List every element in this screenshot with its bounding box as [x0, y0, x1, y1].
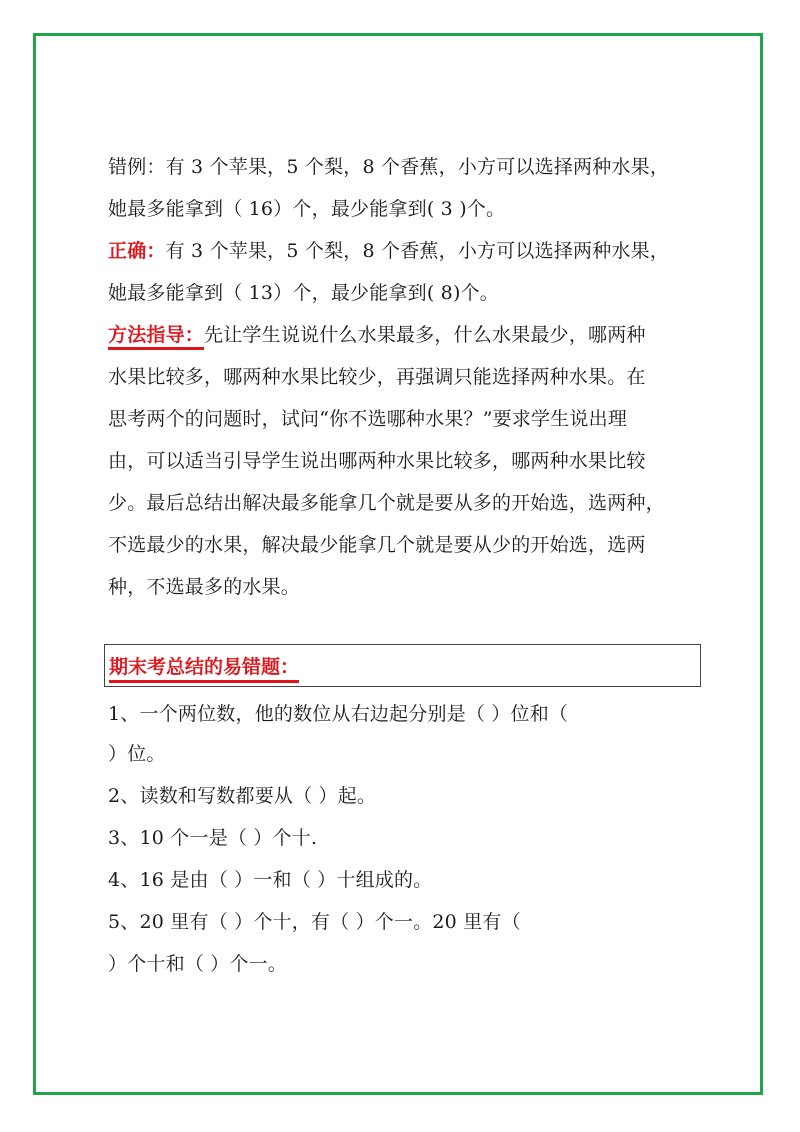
method-line-4: 由，可以适当引导学生说出哪两种水果比较多，哪两种水果比较: [108, 450, 646, 472]
wrong-example-line-1: [108, 155, 669, 179]
correct-line-2: 她最多能拿到（ 13）个，最少能拿到( 8)个。: [108, 282, 499, 304]
correct-label: 正确：: [108, 240, 166, 262]
question-2: 2、读数和写数都要从（ ）起。: [108, 785, 377, 807]
method-text-1: 先让学生说说什么水果最多，什么水果最少，哪两种: [204, 324, 646, 346]
correct-text-1: 有 3 个苹果，5 个梨，8 个香蕉，小方可以选择两种水果，: [165, 240, 670, 262]
section-title: 期末考总结的易错题：: [109, 655, 299, 683]
question-1-line-2: ）位。: [108, 743, 166, 765]
method-line-1: [108, 323, 646, 347]
wrong-example-text-1: 有 3 个苹果，5 个梨，8 个香蕉，小方可以选择两种水果，: [165, 156, 670, 178]
wrong-example-label: 错例：: [108, 156, 166, 178]
question-1-line-1: 1、一个两位数，他的数位从右边起分别是（ ）位和（: [108, 703, 569, 725]
method-line-6: 不选最少的水果，解决最少能拿几个就是要从少的开始选，选两: [108, 534, 646, 556]
correct-line-1: [108, 239, 669, 263]
page-border: [33, 33, 763, 1095]
method-line-2: 水果比较多，哪两种水果比较少，再强调只能选择两种水果。在: [108, 366, 646, 388]
method-line-7: 种，不选最多的水果。: [108, 576, 301, 598]
method-label: 方法指导：: [108, 324, 204, 350]
question-3: 3、10 个一是（ ）个十.: [108, 827, 318, 849]
question-5-line-2: ）个十和（ ）个一。: [108, 953, 288, 975]
question-5-line-1: 5、20 里有（ ）个十，有（ ）个一。20 里有（: [108, 911, 521, 933]
method-line-3: 思考两个的问题时，试问“你不选哪种水果？”要求学生说出理: [108, 408, 628, 430]
wrong-example-line-2: 她最多能拿到（ 16）个，最少能拿到( 3 )个。: [108, 198, 506, 220]
section-header-box: [104, 644, 701, 687]
method-line-5: 少。最后总结出解决最多能拿几个就是要从多的开始选，选两种，: [108, 492, 665, 514]
question-4: 4、16 是由（ ）一和（ ）十组成的。: [108, 869, 433, 891]
